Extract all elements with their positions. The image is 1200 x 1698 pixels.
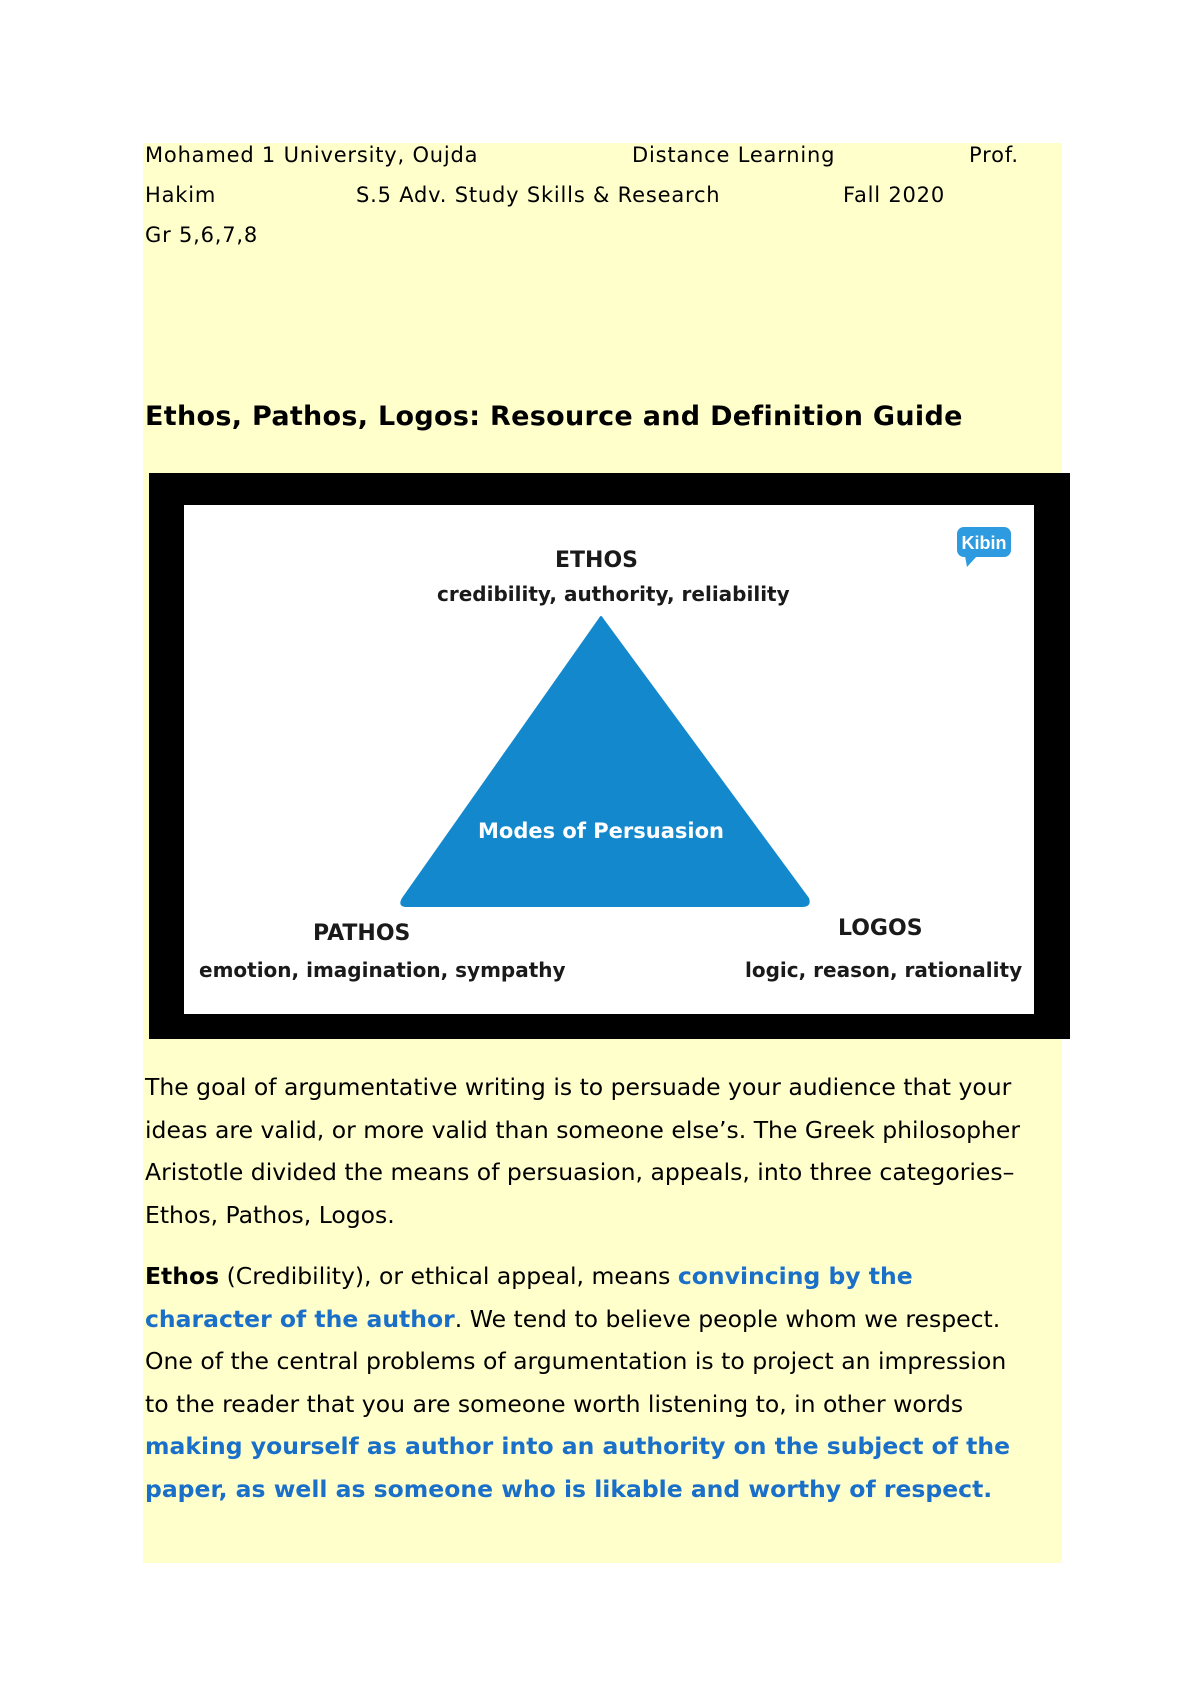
header-groups: Gr 5,6,7,8: [145, 223, 259, 247]
kibin-logo-text: Kibin: [961, 533, 1007, 553]
pathos-label: PATHOS: [313, 921, 411, 946]
kibin-logo-icon: [955, 525, 1015, 569]
ethos-description: credibility, authority, reliability: [437, 582, 790, 606]
ethos-highlight-2b: paper, as well as someone who is likable and worthy of respect.: [145, 1474, 993, 1503]
header-term: Fall 2020: [843, 183, 946, 207]
logos-description: logic, reason, rationality: [745, 958, 1023, 982]
persuasion-figure: [184, 505, 1034, 1014]
intro-line-1: The goal of argumentative writing is to persuade your audience that your: [145, 1073, 1012, 1101]
ethos-text-2: . We tend to believe people whom we respect.: [454, 1304, 1001, 1333]
center-label: Modes of Persuasion: [478, 819, 724, 843]
pathos-description: emotion, imagination, sympathy: [199, 958, 566, 982]
ethos-line-2: [145, 1298, 1060, 1341]
ethos-paragraph: [145, 1255, 1060, 1510]
intro-line-2: ideas are valid, or more valid than someone else’s. The Greek philosopher: [145, 1115, 1021, 1144]
page-title: Ethos, Pathos, Logos: Resource and Definition Guide: [145, 401, 963, 432]
ethos-text-1: (Credibility), or ethical appeal, means: [219, 1262, 678, 1290]
header-course: S.5 Adv. Study Skills & Research: [356, 183, 721, 207]
ethos-highlight-2a: making yourself as author into an authority on the subject of the: [145, 1432, 1011, 1460]
header-prof-name: Hakim: [145, 183, 217, 207]
ethos-term: Ethos: [145, 1262, 220, 1290]
ethos-label: ETHOS: [555, 548, 638, 573]
header-university: Mohamed 1 University, Oujda: [145, 143, 479, 167]
ethos-line-1: [145, 1255, 1060, 1298]
ethos-highlight-1b: character of the author: [145, 1304, 455, 1333]
header-prof-label: Prof.: [969, 143, 1019, 167]
logos-label: LOGOS: [838, 916, 923, 941]
intro-line-3: Aristotle divided the means of persuasion, appeals, into three categories–: [145, 1158, 1015, 1186]
intro-line-4: Ethos, Pathos, Logos.: [145, 1200, 395, 1229]
intro-paragraph: [145, 1066, 1060, 1236]
persuasion-triangle: [400, 616, 809, 907]
ethos-line-4: to the reader that you are someone worth listening to, in other words: [145, 1389, 964, 1418]
ethos-line-3: One of the central problems of argumentation is to project an impression: [145, 1347, 1007, 1375]
ethos-highlight-1a: convincing by the: [677, 1262, 913, 1290]
header-program: Distance Learning: [632, 143, 836, 167]
